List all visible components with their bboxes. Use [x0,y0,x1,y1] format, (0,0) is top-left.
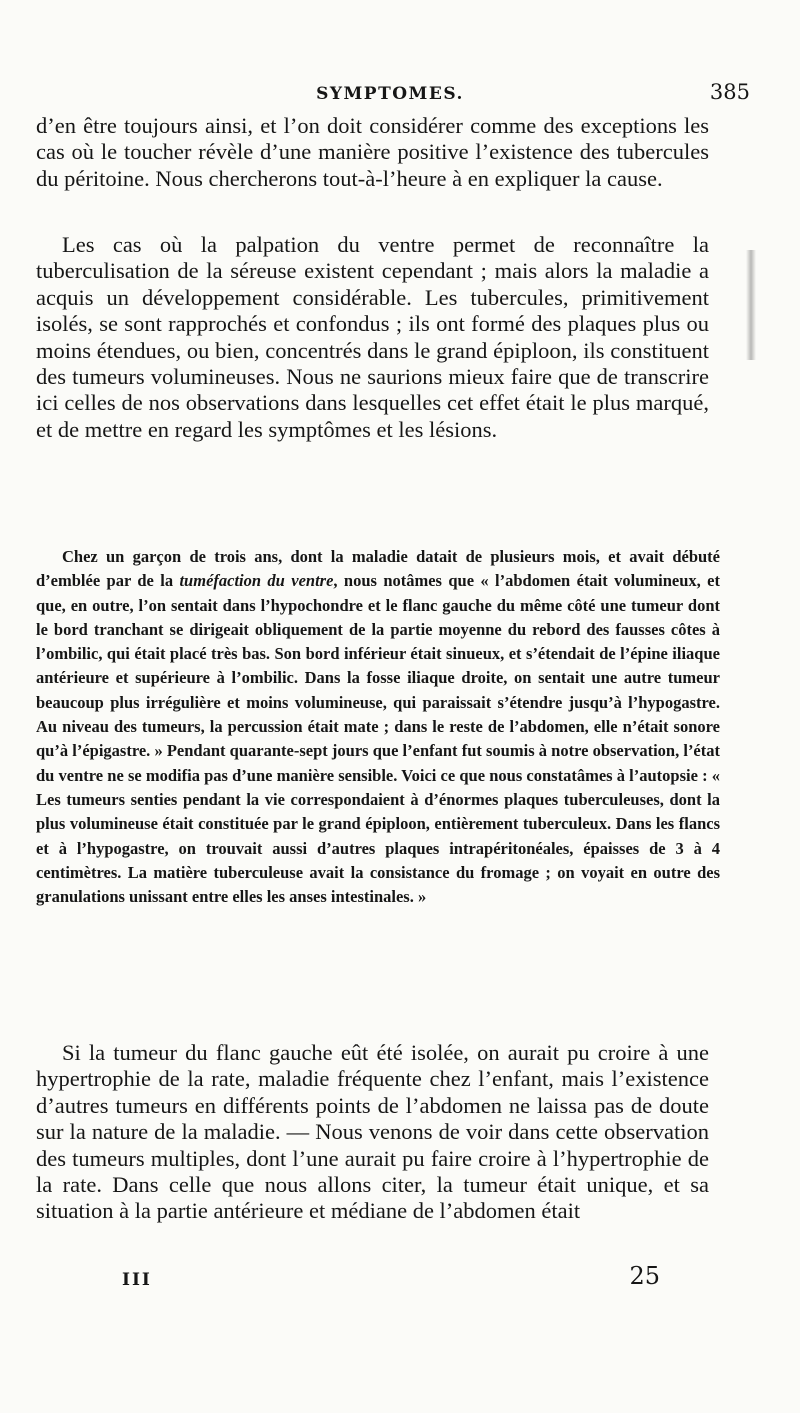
signature-mark: III [122,1270,152,1290]
paragraph-3: Si la tumeur du flanc gauche eût été isolée, on aurait pu croire à une hypertrophie de la rate, maladie fréquente chez l’enfant, mais l’existence d’autres tumeurs en différents points de l’abdomen ne laissa pas de doute sur la nature de la maladie. — Nous venons de voir dans cette observation des tumeurs multiples, dont l’une aurait pu faire croire à l’hypertrophie de la rate. Dans celle que nous allons citer, la tumeur était unique, et sa situation à la partie antérieure et médiane de l’abdomen était [36,1040,709,1224]
observation-italic: tuméfaction du ventre [179,571,334,591]
observation-intro: Chez un garçon de trois ans, dont la maladie datait de plusieurs mois, et avait débuté d’emblée par de la [36,547,720,591]
page-header [30,80,750,110]
paragraph-2-block [36,232,709,443]
folio-number: 25 [629,1262,660,1290]
running-head: SYMPTOMES. [316,84,464,104]
margin-smudge [746,250,756,360]
paragraph-3-block [36,1040,709,1225]
observation-text [36,545,720,909]
observation-body: , nous notâmes que « l’abdomen était volumineux, et que, en outre, l’on sentait dans l’hypochondre et le flanc gauche du même côté une tumeur dont le bord tranchant se dirigeait obliquement de la partie moyenne du rebord des fausses côtes à l’ombilic, qui était placé très bas. Son bord inférieur était sinueux, et s’étendait de l’épine iliaque antérieure et supérieure à l’ombilic. Dans la fosse iliaque droite, on sentait une autre tumeur beaucoup plus irrégulière et moins volumineuse, qui paraissait s’étendre jusqu’à l’hypogastre. Au niveau des tumeurs, la percussion était mate ; dans le reste de l’abdomen, elle n’était sonore qu’à l’épigastre. » Pendant quarante-sept jours que l’enfant fut soumis à notre observation, l’état du ventre ne se modifia pas d’une manière sensible. Voici ce que nous constatâmes à l’autopsie : « Les tumeurs senties pendant la vie correspondaient à d’énormes plaques tuberculeuses, dont la plus volumineuse était constituée par le grand épiploon, entièrement tuberculeux. Dans les flancs et à l’hypogastre, on trouvait aussi d’autres plaques intrapéritonéales, épaisses de 3 à 4 centimètres. La matière tuberculeuse avait la consistance du fromage ; on voyait en outre des granulations unissant entre elles les anses intestinales. » [36,571,720,907]
paragraph-1-block [36,113,709,192]
paragraph-1: d’en être toujours ainsi, et l’on doit considérer comme des exceptions les cas où le toucher révèle d’une manière positive l’existence des tubercules du péritoine. Nous chercherons tout-à-l’heure à en expliquer la cause. [36,113,709,191]
page-footer [100,1262,660,1302]
paragraph-2: Les cas où la palpation du ventre permet de reconnaître la tuberculisation de la séreuse existent cependant ; mais alors la maladie a acquis un développement considérable. Les tubercules, primitivement isolés, se sont rapprochés et confondus ; ils ont formé des plaques plus ou moins étendues, ou bien, concentrés dans le grand épiploon, ils constituent des tumeurs volumineuses. Nous ne saurions mieux faire que de transcrire ici celles de nos observations dans lesquelles cet effet était le plus marqué, et de mettre en regard les symptômes et les lésions. [36,232,709,442]
observation-block [36,545,720,909]
page-number: 385 [709,80,750,104]
